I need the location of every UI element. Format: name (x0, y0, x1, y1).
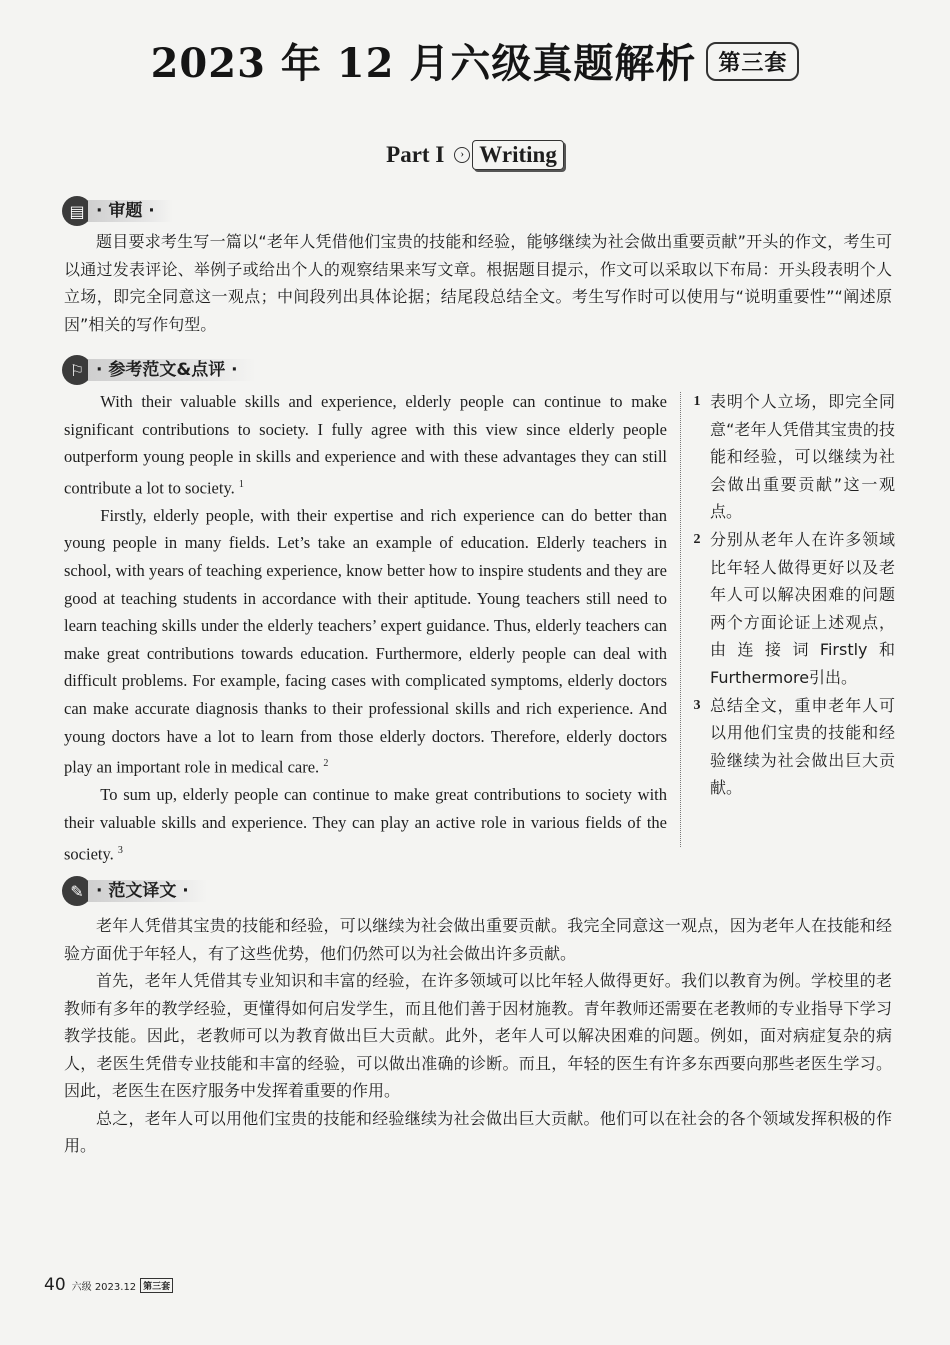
translation-paragraph: 总之，老年人可以用他们宝贵的技能和经验继续为社会做出巨大贡献。他们可以在社会的各个领域发挥积极的作用。 (64, 1108, 892, 1155)
footer-set-tag: 第三套 (140, 1278, 173, 1293)
note-number: 1 (693, 394, 701, 409)
essay-paragraph (64, 502, 667, 781)
translation-text (64, 912, 892, 1160)
set-tag: 第三套 (706, 42, 799, 81)
page-footer (44, 1275, 173, 1295)
note-mark: 1 (238, 478, 244, 490)
page-title (0, 32, 950, 89)
footer-series: 六级 2023.12 (71, 1281, 137, 1293)
chevron-right-icon: › (454, 147, 470, 163)
review-paragraph: 题目要求考生写一篇以“老年人凭借他们宝贵的技能和经验，能够继续为社会做出重要贡献”开头的作文，考生可以通过发表评论、举例子或给出个人的观察结果来写文章。根据题目提示，作文可以采取以下布局：开头段表明个人立场，即完全同意这一观点；中间段列出具体论据；结尾段总结全文。考生写作时可以使用与“说明重要性”“阐述原因”相关的写作句型。 (64, 232, 892, 334)
essay-paragraph (64, 388, 667, 502)
section-header-review (62, 196, 173, 226)
essay-text: Firstly, elderly people, with their expertise and rich experience can do better than young people in many fields. Let’s take an example of education. Elderly teachers in school, with years of teaching experience, know better how to inspire students and they are good at teaching students in accordance with their aptitude. Young teachers still need to learn teaching skills under the elderly teachers’ expert guidance. Thus, elderly teachers can make great contributions towards education. Furthermore, elderly people can deal with difficult problems. For example, facing cases with complicated symptoms, elderly doctors can make accurate diagnosis thanks to their professional skills and rich experience. And young doctors have a lot to learn from those elderly doctors. Therefore, elderly doctors play an important role in medical care. (64, 505, 667, 777)
part-label: Part I (386, 142, 445, 167)
note-text: 分别从老年人在许多领域比年轻人做得更好以及老年人可以解决困难的问题两个方面论证上述观点，由连接词Firstly和Furthermore引出。 (710, 529, 895, 687)
part-section-label: Writing (472, 140, 564, 170)
essay-text: With their valuable skills and experience, elderly people can continue to make significant contributions to society. I fully agree with this view since elderly people outperform young people in skills and experience and with these advantages they can still contribute a lot to society. (64, 392, 667, 498)
note-item (690, 692, 895, 802)
sample-essay (64, 388, 667, 868)
title-text: 2023 年 12 月六级真题解析 (150, 40, 697, 87)
note-text: 表明个人立场，即完全同意“老年人凭借其宝贵的技能和经验，可以继续为社会做出重要贡献”这一观点。 (710, 392, 895, 522)
pen-icon: ✎ (62, 876, 92, 906)
note-number: 3 (693, 697, 701, 713)
commentary-notes (690, 388, 895, 802)
section-header-sample (62, 355, 256, 385)
essay-paragraph (64, 781, 667, 867)
note-number: 2 (693, 531, 701, 547)
section-label: · 参考范文&点评 · (88, 359, 256, 381)
review-text (64, 228, 892, 338)
note-mark: 2 (323, 758, 329, 770)
translation-paragraph: 首先，老年人凭借其专业知识和丰富的经验，在许多领域可以比年轻人做得更好。我们以教育为例。学校里的老教师有多年的教学经验，更懂得如何启发学生，而且他们善于因材施教。青年教师还需要在老教师的专业指导下学习教学技能。因此，老教师可以为教育做出巨大贡献。此外，老年人可以解决困难的问题。例如，面对病症复杂的病人，老医生凭借专业技能和丰富的经验，可以做出准确的诊断。而且，年轻的医生有许多东西要向那些老医生学习。因此，老医生在医疗服务中发挥着重要的作用。 (64, 971, 892, 1100)
section-label: · 审题 · (88, 200, 173, 222)
page-number: 40 (44, 1275, 66, 1295)
essay-text: To sum up, elderly people can continue to make great contributions to society with their valuable skills and experience. They can play an active role in various fields of the society. (64, 785, 667, 863)
part-heading (0, 140, 950, 170)
note-item (690, 526, 895, 692)
dotted-divider (680, 392, 681, 847)
document-icon: ▤ (62, 196, 92, 226)
note-item (690, 388, 895, 526)
section-label: · 范文译文 · (88, 880, 207, 902)
note-text: 总结全文，重申老年人可以用他们宝贵的技能和经验继续为社会做出巨大贡献。 (710, 695, 895, 798)
note-mark: 3 (117, 844, 123, 856)
flag-icon: ⚐ (62, 355, 92, 385)
translation-paragraph: 老年人凭借其宝贵的技能和经验，可以继续为社会做出重要贡献。我完全同意这一观点，因为老年人在技能和经验方面优于年轻人，有了这些优势，他们仍然可以为社会做出许多贡献。 (64, 916, 892, 963)
section-header-translation (62, 876, 207, 906)
